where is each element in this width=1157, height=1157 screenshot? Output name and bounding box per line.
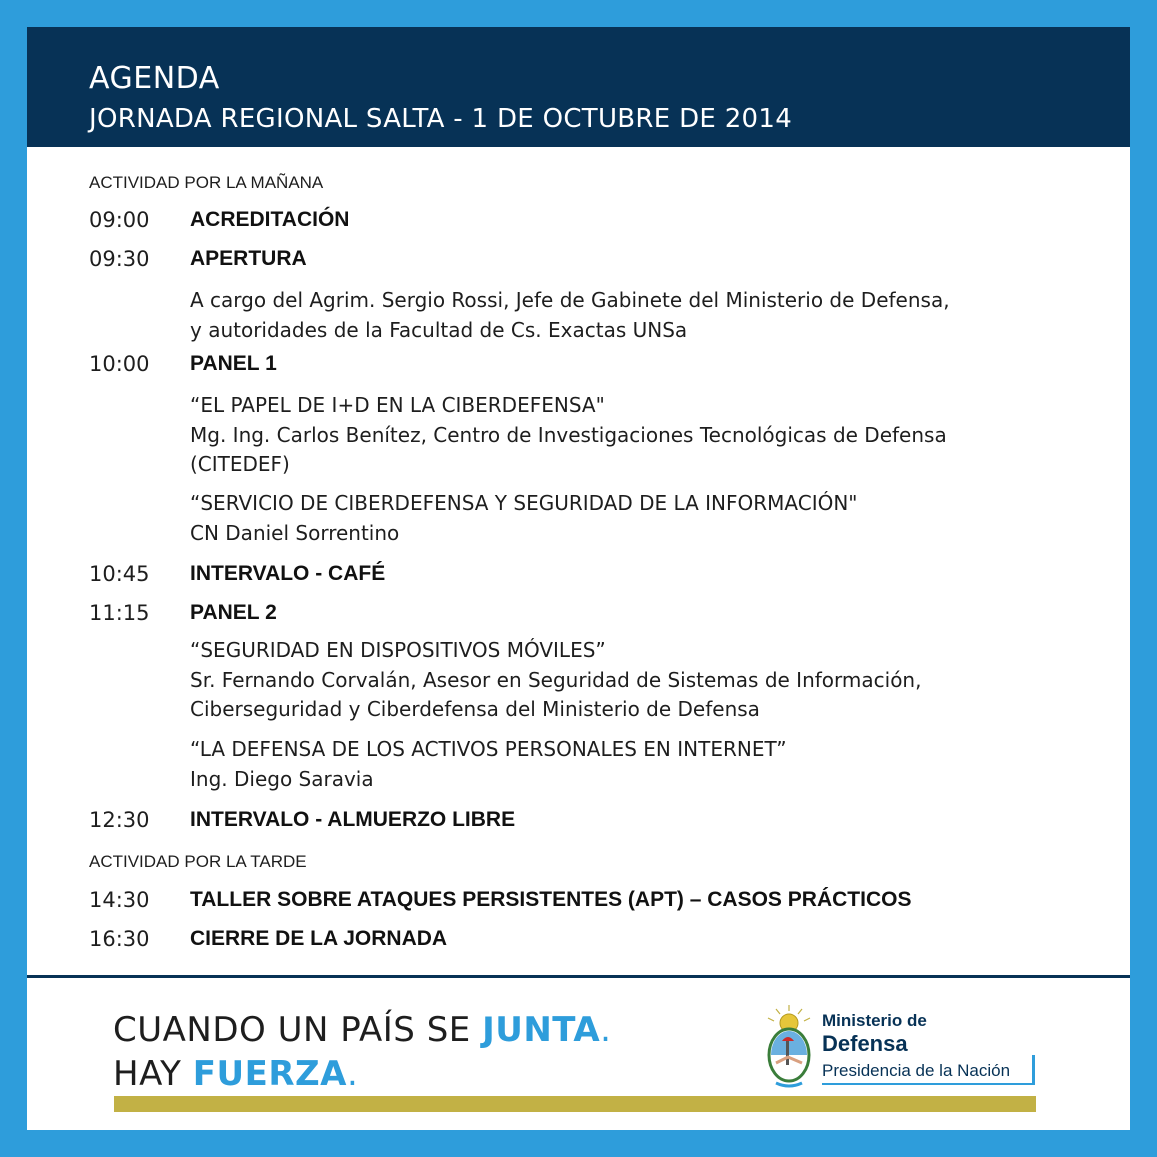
schedule-title: APERTURA bbox=[190, 247, 307, 270]
slogan-text: HAY bbox=[113, 1054, 193, 1094]
description-line: A cargo del Agrim. Sergio Rossi, Jefe de Gabinete del Ministerio de Defensa, bbox=[190, 288, 950, 312]
slogan-dot: . bbox=[600, 1010, 612, 1050]
slogan-highlight: FUERZA bbox=[192, 1054, 347, 1094]
slogan-line-1 bbox=[113, 1010, 611, 1050]
apertura-description bbox=[190, 286, 1070, 345]
slogan-text: CUANDO UN PAÍS SE bbox=[113, 1010, 483, 1050]
schedule-title: TALLER SOBRE ATAQUES PERSISTENTES (APT) – CASOS PRÁCTICOS bbox=[190, 888, 912, 911]
talk-title: “EL PAPEL DE I+D EN LA CIBERDEFENSA" bbox=[190, 393, 605, 417]
schedule-row bbox=[89, 599, 1089, 629]
schedule-title: PANEL 2 bbox=[190, 601, 277, 624]
panel1-talk2 bbox=[190, 489, 1070, 548]
page-title: AGENDA bbox=[89, 61, 220, 96]
schedule-title: CIERRE DE LA JORNADA bbox=[190, 927, 448, 950]
talk-title: “SEGURIDAD EN DISPOSITIVOS MÓVILES” bbox=[190, 638, 606, 662]
logo-line-3: Presidencia de la Nación bbox=[822, 1061, 1011, 1080]
schedule-row bbox=[89, 560, 1089, 590]
page-subtitle: JORNADA REGIONAL SALTA - 1 DE OCTUBRE DE 2014 bbox=[89, 104, 793, 134]
schedule-row bbox=[89, 925, 1089, 955]
panel1-talk1 bbox=[190, 391, 1070, 480]
header-banner bbox=[27, 27, 1130, 147]
slogan-dot: . bbox=[346, 1054, 359, 1094]
talk-speaker: (CITEDEF) bbox=[190, 452, 290, 476]
logo-accent-bar bbox=[1032, 1055, 1035, 1085]
schedule-time: 09:30 bbox=[89, 247, 150, 271]
schedule-time: 11:15 bbox=[89, 601, 150, 625]
ministerio-logo bbox=[762, 1005, 1052, 1089]
agenda-card bbox=[27, 27, 1130, 1130]
schedule-time: 10:00 bbox=[89, 352, 150, 376]
talk-title: “SERVICIO DE CIBERDEFENSA Y SEGURIDAD DE LA INFORMACIÓN" bbox=[190, 491, 858, 515]
logo-underline bbox=[822, 1083, 1035, 1085]
footer-divider bbox=[27, 975, 1130, 978]
slogan-line-2 bbox=[113, 1054, 358, 1094]
section-morning-label: ACTIVIDAD POR LA MAÑANA bbox=[89, 173, 324, 192]
section-afternoon-label: ACTIVIDAD POR LA TARDE bbox=[89, 852, 307, 871]
schedule-time: 14:30 bbox=[89, 888, 150, 912]
schedule-title: INTERVALO - CAFÉ bbox=[190, 562, 386, 585]
panel2-talk1 bbox=[190, 636, 1070, 725]
schedule-title: ACREDITACIÓN bbox=[190, 208, 350, 231]
slogan-highlight: JUNTA bbox=[482, 1010, 601, 1050]
schedule-row bbox=[89, 245, 1089, 275]
schedule-time: 16:30 bbox=[89, 927, 150, 951]
schedule-time: 12:30 bbox=[89, 808, 150, 832]
talk-title: “LA DEFENSA DE LOS ACTIVOS PERSONALES EN INTERNET” bbox=[190, 737, 787, 761]
schedule-row bbox=[89, 350, 1089, 380]
talk-speaker: CN Daniel Sorrentino bbox=[190, 520, 400, 545]
panel2-talk2 bbox=[190, 735, 1070, 794]
schedule-time: 10:45 bbox=[89, 562, 150, 586]
talk-speaker: Mg. Ing. Carlos Benítez, Centro de Investigaciones Tecnológicas de Defensa bbox=[190, 422, 947, 447]
logo-line-2: Defensa bbox=[822, 1031, 908, 1056]
schedule-row bbox=[89, 806, 1089, 836]
talk-speaker: Ing. Diego Saravia bbox=[190, 766, 374, 791]
schedule-time: 09:00 bbox=[89, 208, 150, 232]
schedule-title: PANEL 1 bbox=[190, 352, 277, 375]
footer-gold-bar bbox=[114, 1096, 1036, 1112]
national-coat-of-arms-icon bbox=[762, 1005, 816, 1089]
schedule-row bbox=[89, 206, 1089, 236]
talk-speaker: Sr. Fernando Corvalán, Asesor en Seguridad de Sistemas de Información, bbox=[190, 667, 922, 692]
logo-line-1: Ministerio de bbox=[822, 1011, 927, 1030]
description-line: y autoridades de la Facultad de Cs. Exactas UNSa bbox=[190, 317, 688, 342]
talk-speaker: Ciberseguridad y Ciberdefensa del Ministerio de Defensa bbox=[190, 697, 760, 721]
schedule-row bbox=[89, 886, 1089, 916]
schedule-title: INTERVALO - ALMUERZO LIBRE bbox=[190, 808, 516, 831]
